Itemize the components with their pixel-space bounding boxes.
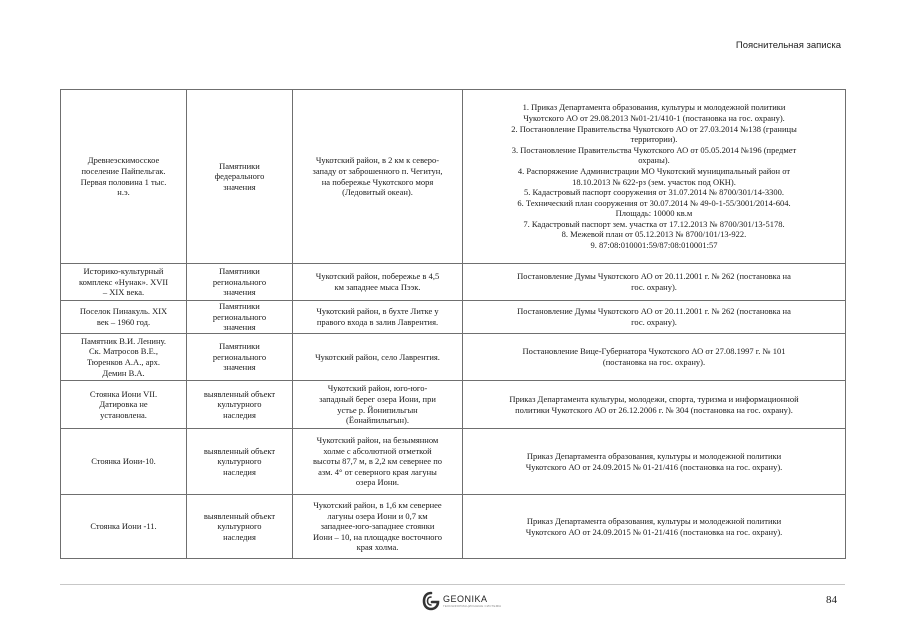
object-documents: Постановление Думы Чукотского АО от 20.11.2001 г. № 262 (постановка на гос. охрану).: [517, 271, 791, 292]
table-row: [61, 264, 846, 301]
object-name-cell: [61, 429, 187, 495]
documents-cell: [463, 495, 846, 559]
table-row: [61, 334, 846, 381]
footer-divider: [60, 584, 845, 585]
location-cell: [293, 381, 463, 429]
documents-cell: [463, 264, 846, 301]
object-location: Чукотский район, юго-юго- западный берег озера Иони, при устье р. Йонипильгын (Ёонайпилыгын).: [319, 383, 436, 426]
category-cell: [187, 429, 293, 495]
category-cell: [187, 334, 293, 381]
category-cell: [187, 264, 293, 301]
category-cell: [187, 381, 293, 429]
documents-cell: [463, 334, 846, 381]
monuments-table: [60, 89, 846, 559]
object-documents: 1. Приказ Департамента образования, культуры и молодежной политики Чукотского АО от 29.08.2013 №01-21/410-1 (постановка на гос. охрану). 2. Постановление Правительства Чукотского АО от 27.03.2014 №138 (границы территории). 3. Постановление Правительства Чукотского АО от 05.05.2014 №196 (предмет охраны). 4. Распоряжение Администрации МО Чукотский муниципальный район от 18.10.2013 № 622-рз (зем. участок под ОКН). 5. Кадастровый паспорт сооружения от 31.07.2014 № 8700/301/14-3300. 6. Технический план сооружения от 30.07.2014 № 49-0-1-55/3001/2014-604. Площадь: 10000 кв.м 7. Кадастровый паспорт зем. участка от 17.12.2013 № 8700/301/13-5178. 8. Межевой план от 05.12.2013 № 8700/101/13-922. 9. 87:08:010001:59/87:08:010001:57: [511, 102, 797, 251]
documents-cell: [463, 90, 846, 264]
object-category: выявленный объект культурного наследия: [203, 510, 276, 542]
object-name-cell: [61, 495, 187, 559]
object-name: Стоянка Иони -11.: [90, 521, 157, 532]
object-location: Чукотский район, в 2 км к северо- западу от заброшенного п. Чегитун, на побережье Чукотского моря (Ледовитый океан).: [312, 155, 443, 198]
object-category: Памятники регионального значения: [212, 301, 267, 333]
object-name-cell: [61, 334, 187, 381]
logo-tagline: ГЕОИНФОРМАЦИОННЫЕ СИСТЕМЫ: [443, 604, 502, 608]
geonika-logo: [422, 590, 502, 612]
table-row: [61, 301, 846, 334]
category-cell: [187, 495, 293, 559]
table-row: [61, 429, 846, 495]
object-documents: Постановление Вице-Губернатора Чукотского АО от 27.08.1997 г. № 101 (постановка на гос. охрану).: [522, 346, 786, 367]
object-documents: Постановление Думы Чукотского АО от 20.11.2001 г. № 262 (постановка на гос. охрану).: [517, 306, 791, 327]
document-header-title: Пояснительная записка: [735, 40, 841, 51]
object-documents: Приказ Департамента культуры, молодежи, спорта, туризма и информационной политики Чукотского АО от 26.12.2006 г. № 304 (постановка на гос. охрану).: [509, 393, 799, 415]
object-name-cell: [61, 90, 187, 264]
category-cell: [187, 301, 293, 334]
documents-cell: [463, 381, 846, 429]
object-location: Чукотский район, побережье в 4,5 км западнее мыса Пээк.: [315, 271, 440, 292]
object-name: Поселок Пинакуль. XIX век – 1960 год.: [79, 306, 168, 327]
location-cell: [293, 334, 463, 381]
table-row: [61, 381, 846, 429]
object-location: Чукотский район, на безымянном холме с абсолютной отметкой высоты 87,7 м, в 2,2 км севернее по азм. 4° от северного края лагуны озера Иони.: [313, 435, 442, 488]
object-name: Историко-культурный комплекс «Нунак». XVII – XIX века.: [78, 266, 169, 298]
object-name: Стоянка Иони-10.: [91, 456, 156, 467]
object-name: Стоянка Иони VII. Датировка не установлена.: [89, 388, 158, 420]
location-cell: [293, 264, 463, 301]
page-number: 84: [826, 594, 837, 606]
object-location: Чукотский район, в бухте Литке у правого входа в залив Лаврентия.: [316, 306, 439, 327]
object-category: выявленный объект культурного наследия: [203, 445, 276, 477]
object-category: Памятники регионального значения: [212, 266, 267, 298]
location-cell: [293, 90, 463, 264]
object-documents: Приказ Департамента образования, культуры и молодежной политики Чукотского АО от 24.09.2015 № 01-21/416 (постановка на гос. охрану).: [525, 515, 783, 537]
object-name-cell: [61, 381, 187, 429]
object-name-cell: [61, 264, 187, 301]
table-row: [61, 495, 846, 559]
logo-name: GEONIKA: [443, 594, 488, 604]
object-location: Чукотский район, село Лаврентия.: [315, 351, 440, 362]
geonika-logo-icon: [422, 591, 440, 611]
object-name: Памятник В.И. Ленину. Ск. Матросов В.Е., Тюренков А.А., арх. Демин В.А.: [80, 335, 167, 378]
location-cell: [293, 301, 463, 334]
object-name: Древнеэскимосское поселение Пайпельгак. Первая половина 1 тыс. н.э.: [80, 155, 167, 198]
documents-cell: [463, 301, 846, 334]
location-cell: [293, 429, 463, 495]
object-category: выявленный объект культурного наследия: [203, 388, 276, 420]
object-name-cell: [61, 301, 187, 334]
location-cell: [293, 495, 463, 559]
object-category: Памятники регионального значения: [212, 341, 267, 373]
object-documents: Приказ Департамента образования, культуры и молодежной политики Чукотского АО от 24.09.2015 № 01-21/416 (постановка на гос. охрану).: [525, 450, 783, 472]
documents-cell: [463, 429, 846, 495]
object-location: Чукотский район, в 1,6 км севернее лагуны озера Иони и 0,7 км западнее-юго-западнее стоянки Иони – 10, на площадке восточного края холма.: [312, 500, 443, 553]
category-cell: [187, 90, 293, 264]
table-row: [61, 90, 846, 264]
object-category: Памятники федерального значения: [214, 160, 265, 192]
